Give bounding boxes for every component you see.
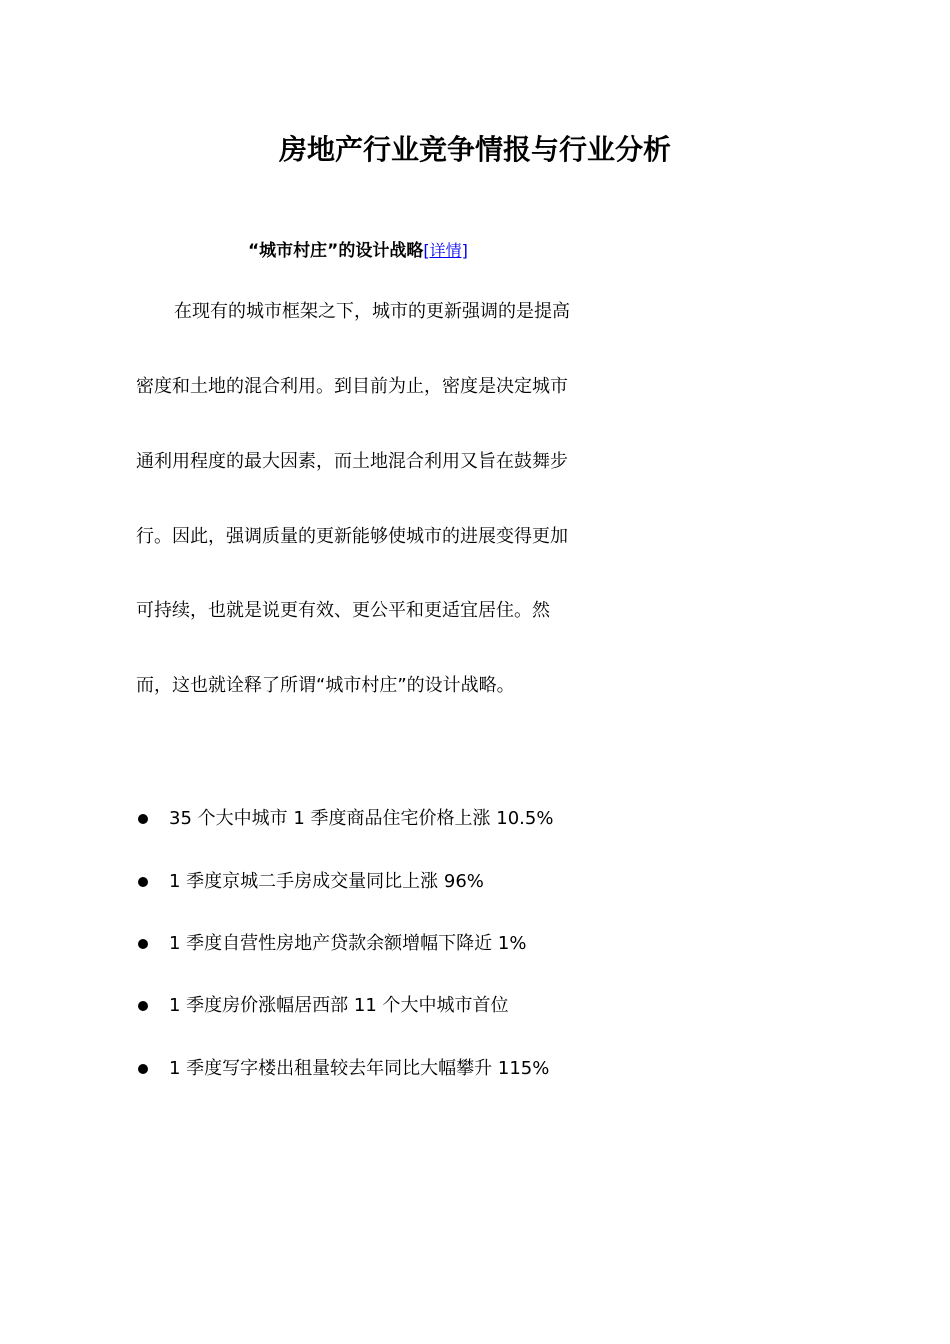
list-item (136, 930, 526, 958)
list-item-text: 1 季度写字楼出租量较去年同比大幅攀升 115% (169, 1058, 550, 1079)
bullet-icon (138, 877, 148, 887)
bullet-icon (138, 814, 148, 824)
list-item-text: 1 季度房价涨幅居西部 11 个大中城市首位 (169, 995, 509, 1016)
list-item-text: 1 季度自营性房地产贷款余额增幅下降近 1% (169, 933, 527, 954)
bullet-icon (138, 939, 148, 949)
list-item-text: 1 季度京城二手房成交量同比上涨 96% (169, 871, 484, 892)
page-title: 房地产行业竞争情报与行业分析 (278, 133, 671, 166)
paragraph-line: 可持续，也就是说更有效、更公平和更适宜居住。然 (136, 600, 550, 621)
list-item-text: 35 个大中城市 1 季度商品住宅价格上涨 10.5% (169, 808, 554, 829)
list-item (136, 805, 553, 833)
section-heading-text: “城市村庄”的设计战略 (248, 241, 424, 261)
paragraph-line: 通利用程度的最大因素，而土地混合利用又旨在鼓舞步 (136, 451, 568, 472)
bullet-icon (138, 1064, 148, 1074)
section-heading (248, 238, 468, 264)
paragraph-line: 密度和土地的混合利用。到目前为止，密度是决定城市 (136, 376, 568, 397)
list-item (136, 1055, 549, 1083)
paragraph-line: 在现有的城市框架之下，城市的更新强调的是提高 (174, 301, 570, 322)
bullet-icon (138, 1001, 148, 1011)
paragraph-line: 行。因此，强调质量的更新能够使城市的进展变得更加 (136, 526, 568, 547)
list-item (136, 868, 484, 896)
list-item (136, 992, 509, 1020)
details-link[interactable]: [详情] (423, 241, 468, 260)
paragraph-line: 而，这也就诠释了所谓“城市村庄”的设计战略。 (136, 675, 515, 696)
